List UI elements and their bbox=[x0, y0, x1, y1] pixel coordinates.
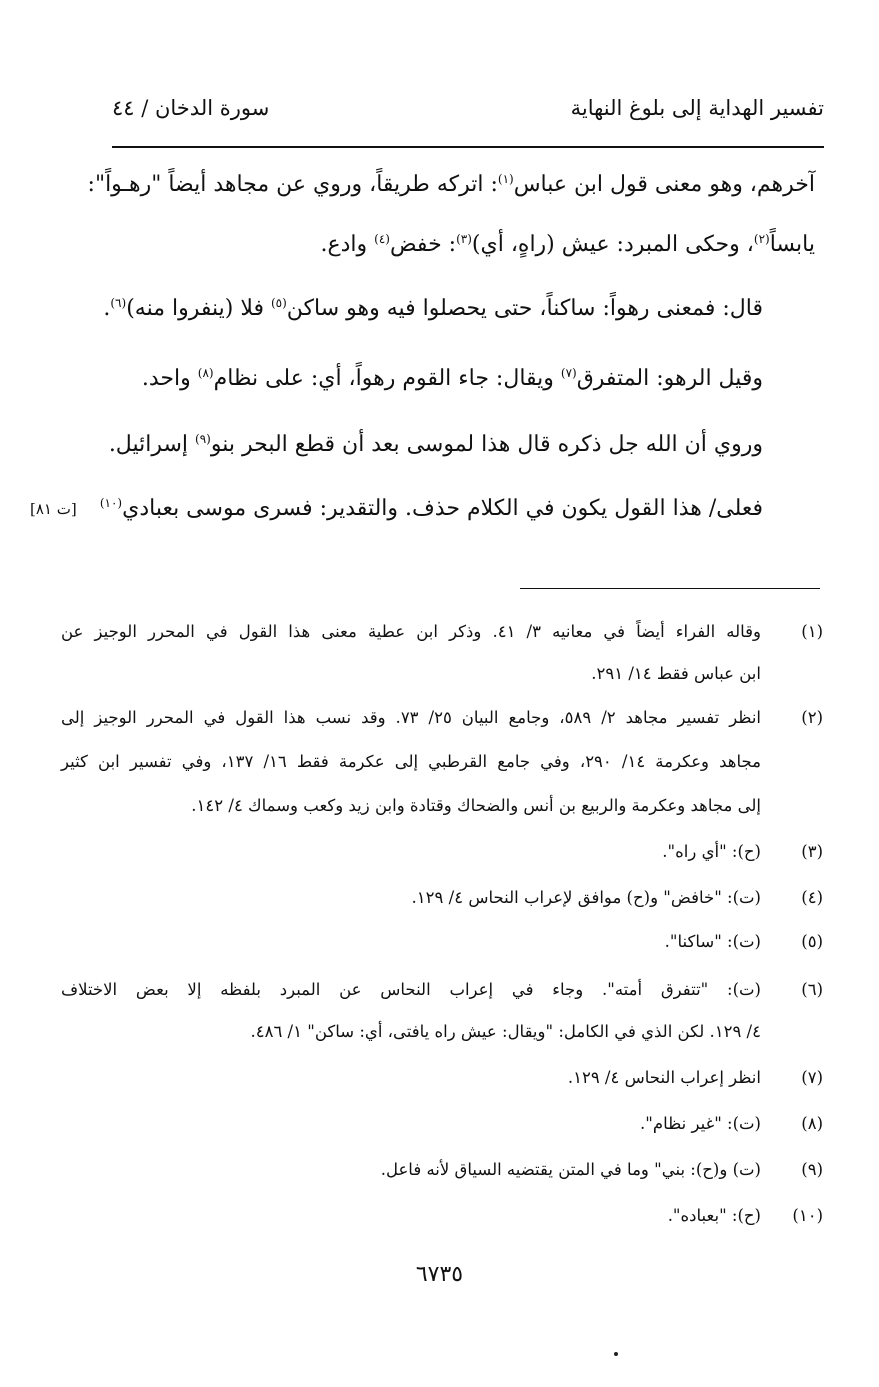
footnote-number: (٦) bbox=[801, 980, 823, 999]
footnote-number: (٢) bbox=[801, 708, 823, 727]
manuscript-folio-marker: [ت ٨١] bbox=[30, 500, 77, 518]
footnote-text: (ت): "غير نظام". bbox=[640, 1114, 761, 1133]
scan-speck bbox=[614, 1352, 618, 1356]
footnote-number: (٣) bbox=[801, 842, 823, 861]
footnote-text: (ح): "بعباده". bbox=[667, 1206, 761, 1225]
footnote-text: انظر تفسير مجاهد ٢/ ٥٨٩، وجامع البيان ٢٥/ ٧٣. وقد نسب هذا القول في المحرر الوجيز إلى bbox=[61, 708, 762, 727]
footnote-text: (ت) و(ح): بني" وما في المتن يقتضيه السياق لأنه فاعل. bbox=[380, 1160, 761, 1179]
main-text-line: قال: فمعنى رهواً: ساكناً، حتى يحصلوا فيه وهو ساكن$^{(٥)}$ فلا (ينفروا منه)$^{(٦)}$. bbox=[103, 296, 763, 321]
running-header bbox=[112, 96, 824, 132]
main-text-line: وروي أن الله جل ذكره قال هذا لموسى بعد أن قطع البحر بنو$^{(٩)}$ إسرائيل. bbox=[108, 432, 763, 457]
footnote-number: (٤) bbox=[801, 888, 823, 907]
header-rule bbox=[112, 146, 824, 148]
footnote-text: ٤/ ١٢٩. لكن الذي في الكامل: "ويقال: عيش راه يافتى، أي: ساكن" ١/ ٤٨٦. bbox=[250, 1022, 761, 1041]
main-text-line: فعلى/ هذا القول يكون في الكلام حذف. والتقدير: فسرى موسى بعبادي$^{(١٠)}$ bbox=[99, 496, 763, 521]
footnote-marker: (٥) bbox=[270, 296, 287, 310]
main-text-line: وقيل الرهو: المتفرق$^{(٧)}$ ويقال: جاء القوم رهواً، أي: على نظام$^{(٨)}$ واحد. bbox=[141, 366, 763, 391]
footnote-text: مجاهد وعكرمة ١٤/ ٢٩٠، وفي جامع القرطبي إلى عكرمة فقط ١٦/ ١٣٧، وفي تفسير ابن كثير bbox=[61, 752, 761, 771]
footnote-number: (١٠) bbox=[792, 1206, 823, 1225]
footnote-number: (١) bbox=[801, 622, 823, 641]
footnote-number: (٩) bbox=[801, 1160, 823, 1179]
footnote-text: (ت): "تتفرق أمته". وجاء في إعراب النحاس عن المبرد بلفظه إلا بعض الاختلاف bbox=[61, 980, 761, 999]
footnote-text: (ت): "ساكنا". bbox=[664, 932, 761, 951]
footnote-marker: (١) bbox=[497, 172, 514, 186]
footnote-number: (٥) bbox=[801, 932, 823, 951]
footnote-marker: (١٠) bbox=[99, 496, 123, 510]
footnote-text: انظر إعراب النحاس ٤/ ١٢٩. bbox=[567, 1068, 761, 1087]
footnote-marker: (٩) bbox=[195, 432, 211, 446]
surah-label: سورة الدخان / ٤٤ bbox=[112, 96, 270, 120]
footnote-text: (ح): "أي راه". bbox=[662, 842, 761, 861]
main-text-line: آخرهم، وهو معنى قول ابن عباس$^{(١)}$: اتركه طريقاً، وروي عن مجاهد أيضاً "رهـواً": bbox=[87, 172, 815, 197]
footnote-text: ابن عباس فقط ١٤/ ٢٩١. bbox=[591, 664, 761, 683]
footnote-marker: (٢) bbox=[753, 232, 770, 246]
footnote-marker: (٨) bbox=[197, 366, 214, 380]
main-text-line: يابساً$^{(٢)}$، وحكى المبرد: عيش (راهٍ، أي)$^{(٣)}$: خفض$^{(٤)}$ وادع. bbox=[320, 232, 815, 257]
footnote-marker: (٣) bbox=[456, 232, 472, 246]
page-number: ٦٧٣٥ bbox=[415, 1262, 464, 1287]
footnote-text: (ت): "خافض" و(ح) موافق لإعراب النحاس ٤/ ١٢٩. bbox=[411, 888, 761, 907]
footnote-number: (٨) bbox=[801, 1114, 823, 1133]
footnote-number: (٧) bbox=[801, 1068, 823, 1087]
footnote-separator bbox=[520, 588, 820, 589]
footnote-text: وقاله الفراء أيضاً في معانيه ٣/ ٤١. وذكر ابن عطية معنى هذا القول في المحرر الوجيز عن bbox=[61, 622, 761, 641]
footnote-marker: (٦) bbox=[110, 296, 127, 310]
footnote-marker: (٧) bbox=[560, 366, 577, 380]
footnote-marker: (٤) bbox=[374, 232, 390, 246]
book-title: تفسير الهداية إلى بلوغ النهاية bbox=[570, 96, 824, 120]
footnote-text: إلى مجاهد وعكرمة والربيع بن أنس والضحاك وقتادة وابن زيد وكعب وسماك ٤/ ١٤٢. bbox=[191, 796, 761, 815]
